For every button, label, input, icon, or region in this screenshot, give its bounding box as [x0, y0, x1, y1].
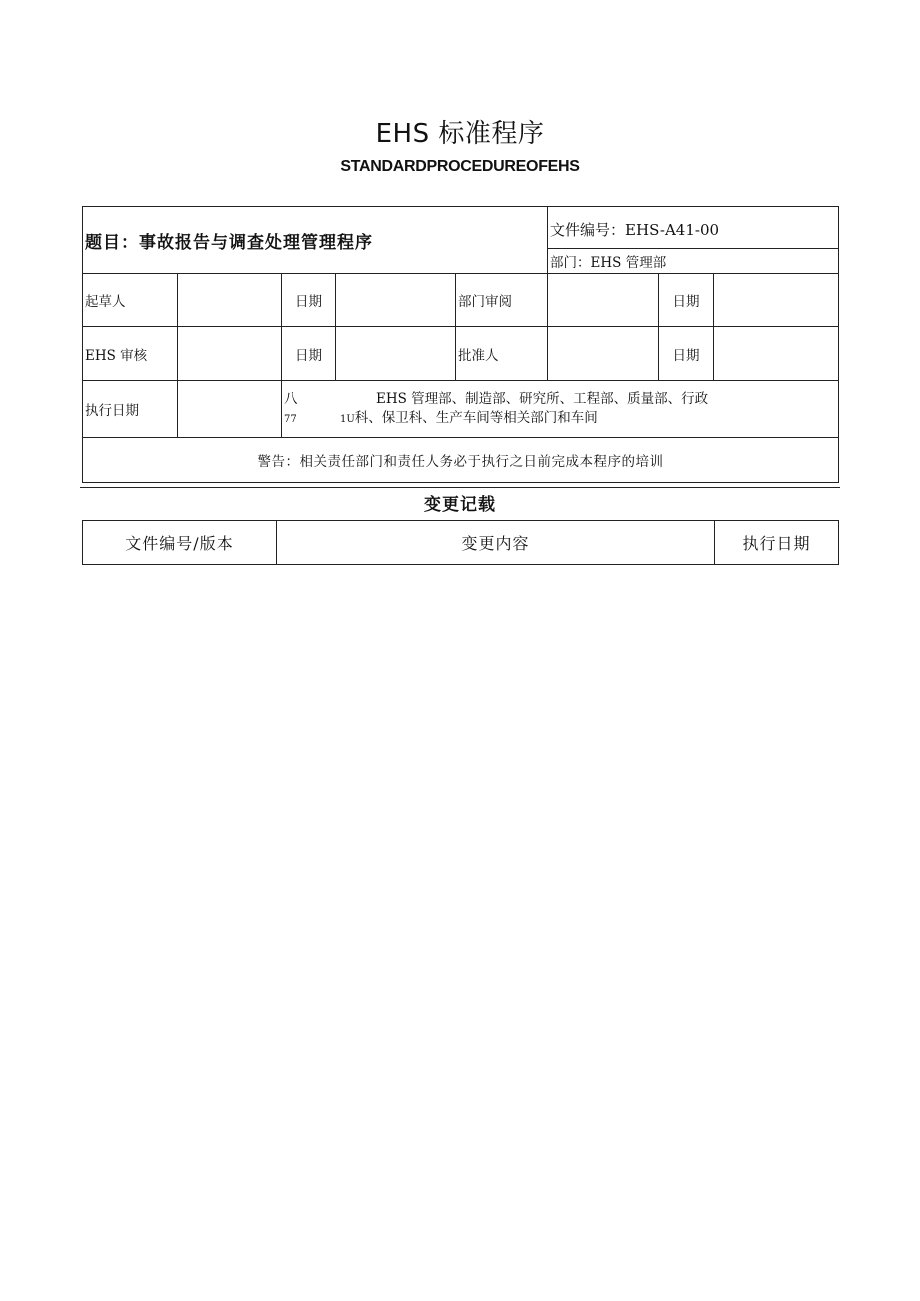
document-info-table	[82, 206, 839, 483]
ehs-review-label: EHS 审核	[83, 327, 178, 381]
scope-line-1	[284, 390, 836, 409]
dept-review-label: 部门审阅	[456, 274, 548, 327]
change-log-header-version: 文件编号/版本	[83, 521, 277, 565]
change-log-table	[82, 520, 839, 565]
training-warning: 警告：相关责任部门和责任人务必于执行之日前完成本程序的培训	[83, 438, 839, 483]
effective-date-label: 执行日期	[83, 381, 178, 438]
review-date-label: 日期	[659, 274, 714, 327]
review-date-value	[714, 274, 839, 327]
page-title: EHS 标准程序	[375, 119, 545, 149]
draft-date-value	[336, 274, 456, 327]
change-log-header-date: 执行日期	[715, 521, 839, 565]
scope-line-2-prefix: 77	[284, 413, 297, 425]
drafter-value	[178, 274, 282, 327]
change-log-header-content: 变更内容	[277, 521, 715, 565]
approver-label: 批准人	[456, 327, 548, 381]
scope-line-2-mid: 1U	[340, 413, 355, 425]
draft-date-label: 日期	[282, 274, 336, 327]
approve-date-value	[714, 327, 839, 381]
dept-review-value	[548, 274, 659, 327]
change-log-title: 变更记载	[424, 495, 496, 515]
effective-date-value	[178, 381, 282, 438]
section-divider	[80, 487, 840, 488]
scope-line-2-text: 科、保卫科、生产车间等相关部门和车间	[354, 409, 598, 426]
ehs-date-label: 日期	[282, 327, 336, 381]
page-subtitle: STANDARDPROCEDUREOFEHS	[340, 158, 580, 175]
scope-cell	[282, 381, 839, 438]
ehs-review-value	[178, 327, 282, 381]
scope-line-1-text: EHS 管理部、制造部、研究所、工程部、质量部、行政	[376, 390, 709, 407]
drafter-label: 起草人	[83, 274, 178, 327]
scope-line-2	[284, 409, 836, 429]
department-label: 部门：EHS 管理部	[548, 249, 839, 274]
ehs-date-value	[336, 327, 456, 381]
approver-value	[548, 327, 659, 381]
document-number: 文件编号：EHS-A41-00	[548, 207, 839, 249]
approve-date-label: 日期	[659, 327, 714, 381]
scope-line-1-prefix: 八	[284, 390, 298, 407]
subject-title: 题目：事故报告与调查处理管理程序	[83, 207, 548, 274]
